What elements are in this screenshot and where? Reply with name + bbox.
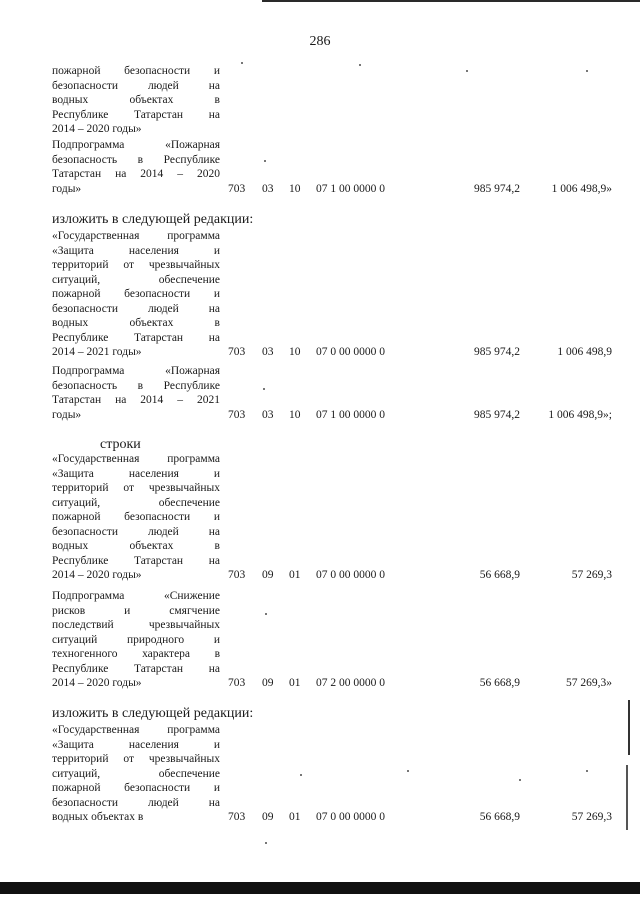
amount-2021: 1 006 498,9»; (548, 408, 612, 421)
amount-2021: 1 006 498,9 (557, 346, 612, 358)
amendment-instruction: изложить в следующей редакции: (52, 212, 254, 227)
amount-2020: 985 974,2 (474, 408, 520, 421)
code-vr: 07 2 00 0000 0 (316, 677, 385, 689)
program-name-line: «Защита населения и (52, 738, 220, 751)
amount-2020: 56 668,9 (479, 811, 520, 823)
scan-speck (359, 64, 361, 66)
scan-margin-mark (626, 765, 628, 830)
program-name-line: водных объектах в (52, 540, 220, 552)
code-pr: 03 (262, 182, 274, 195)
program-name-line: рисков и смягчение (52, 604, 220, 617)
scan-bottom-band (0, 882, 640, 894)
program-name-line: безопасность в Республике (52, 379, 220, 392)
code-csr: 01 (289, 677, 301, 689)
program-name-line: годы» (52, 408, 82, 421)
program-name-line: безопасности людей на (52, 796, 220, 809)
code-pr: 03 (262, 408, 274, 421)
program-name-line: пожарной безопасности и (52, 511, 220, 523)
program-name-line: пожарной безопасности и (52, 288, 220, 300)
scan-speck (519, 779, 521, 781)
program-name-line: 2014 – 2020 годы» (52, 569, 142, 581)
program-name-line: пожарной безопасности и (52, 65, 220, 77)
scan-speck (265, 842, 267, 844)
program-name-line: безопасности людей на (52, 525, 220, 538)
scan-speck (407, 770, 409, 772)
program-name-line: Республике Татарстан на (52, 554, 220, 567)
code-pr: 09 (262, 569, 274, 581)
code-rz: 703 (228, 182, 246, 195)
code-vr: 07 0 00 0000 0 (316, 569, 385, 581)
program-name-line: территорий от чрезвычайных (52, 482, 220, 494)
program-name-line: 2014 – 2020 годы» (52, 677, 142, 689)
program-name (52, 64, 220, 137)
amount-2020: 56 668,9 (479, 569, 520, 581)
program-name-line: водных объектах в (52, 811, 144, 823)
code-pr: 03 (262, 346, 274, 358)
scan-speck (241, 62, 243, 64)
program-name-line: ситуаций, обеспечение (52, 496, 220, 509)
code-csr: 10 (289, 408, 301, 421)
scan-speck (586, 70, 588, 72)
scan-speck (265, 613, 267, 615)
code-vr: 07 0 00 0000 0 (316, 811, 385, 823)
program-name-line: Республике Татарстан на (52, 331, 220, 344)
program-name-line: Республике Татарстан на (52, 108, 220, 121)
amount-2020: 985 974,2 (474, 346, 520, 358)
program-name (52, 364, 220, 422)
program-name (52, 138, 220, 196)
program-name-line: «Защита населения и (52, 467, 220, 480)
scan-speck (264, 160, 266, 162)
amount-2021: 57 269,3 (571, 569, 612, 581)
amendment-instruction: изложить в следующей редакции: (52, 706, 254, 721)
program-name (52, 589, 220, 691)
program-name-line: «Защита населения и (52, 244, 220, 257)
amendment-instruction: строки (100, 437, 141, 452)
program-name-line: безопасности людей на (52, 302, 220, 315)
program-name-line: водных объектах в (52, 317, 220, 329)
program-name-line: ситуаций, обеспечение (52, 767, 220, 780)
code-csr: 01 (289, 811, 301, 823)
program-name-line: «Государственная программа (52, 724, 220, 736)
program-name-line: ситуаций, обеспечение (52, 273, 220, 286)
amount-2020: 56 668,9 (479, 677, 520, 689)
program-name-line: Подпрограмма «Пожарная (52, 365, 220, 377)
code-pr: 09 (262, 811, 274, 823)
program-name-line: безопасность в Республике (52, 153, 220, 166)
program-name-line: Подпрограмма «Снижение (52, 590, 220, 602)
amount-2020: 985 974,2 (474, 182, 520, 195)
program-name-line: «Государственная программа (52, 230, 220, 242)
page-number: 286 (309, 34, 331, 49)
program-name-line: Татарстан на 2014 – 2020 (52, 168, 220, 180)
code-csr: 10 (289, 346, 301, 358)
amount-2021: 57 269,3 (571, 811, 612, 823)
code-csr: 01 (289, 569, 301, 581)
scan-speck (586, 770, 588, 772)
code-rz: 703 (228, 569, 246, 581)
code-rz: 703 (228, 811, 246, 823)
scan-top-rule (262, 0, 640, 2)
code-vr: 07 1 00 0000 0 (316, 182, 385, 195)
program-name-line: Татарстан на 2014 – 2021 (52, 394, 220, 406)
program-name-line: водных объектах в (52, 94, 220, 106)
code-vr: 07 0 00 0000 0 (316, 346, 385, 358)
code-csr: 10 (289, 182, 301, 195)
program-name-line: годы» (52, 182, 82, 195)
program-name-line: «Государственная программа (52, 453, 220, 465)
program-name-line: территорий от чрезвычайных (52, 753, 220, 765)
code-vr: 07 1 00 0000 0 (316, 408, 385, 421)
program-name-line: безопасности людей на (52, 79, 220, 92)
program-name-line: последствий чрезвычайных (52, 619, 220, 631)
program-name-line: пожарной безопасности и (52, 782, 220, 794)
scan-speck (466, 70, 468, 72)
scan-speck (263, 388, 265, 390)
code-pr: 09 (262, 677, 274, 689)
code-rz: 703 (228, 408, 246, 421)
program-name-line: техногенного характера в (52, 648, 220, 660)
scan-margin-mark (628, 700, 630, 755)
program-name (52, 229, 220, 360)
program-name-line: Республике Татарстан на (52, 662, 220, 675)
amount-2021: 57 269,3» (566, 677, 612, 689)
program-name-line: 2014 – 2020 годы» (52, 123, 142, 135)
amount-2021: 1 006 498,9» (551, 182, 612, 195)
program-name-line: территорий от чрезвычайных (52, 259, 220, 271)
code-rz: 703 (228, 677, 246, 689)
program-name (52, 723, 220, 825)
program-name (52, 452, 220, 583)
program-name-line: ситуаций природного и (52, 633, 220, 646)
code-rz: 703 (228, 346, 246, 358)
program-name-line: 2014 – 2021 годы» (52, 346, 142, 358)
program-name-line: Подпрограмма «Пожарная (52, 139, 220, 151)
scan-speck (300, 774, 302, 776)
